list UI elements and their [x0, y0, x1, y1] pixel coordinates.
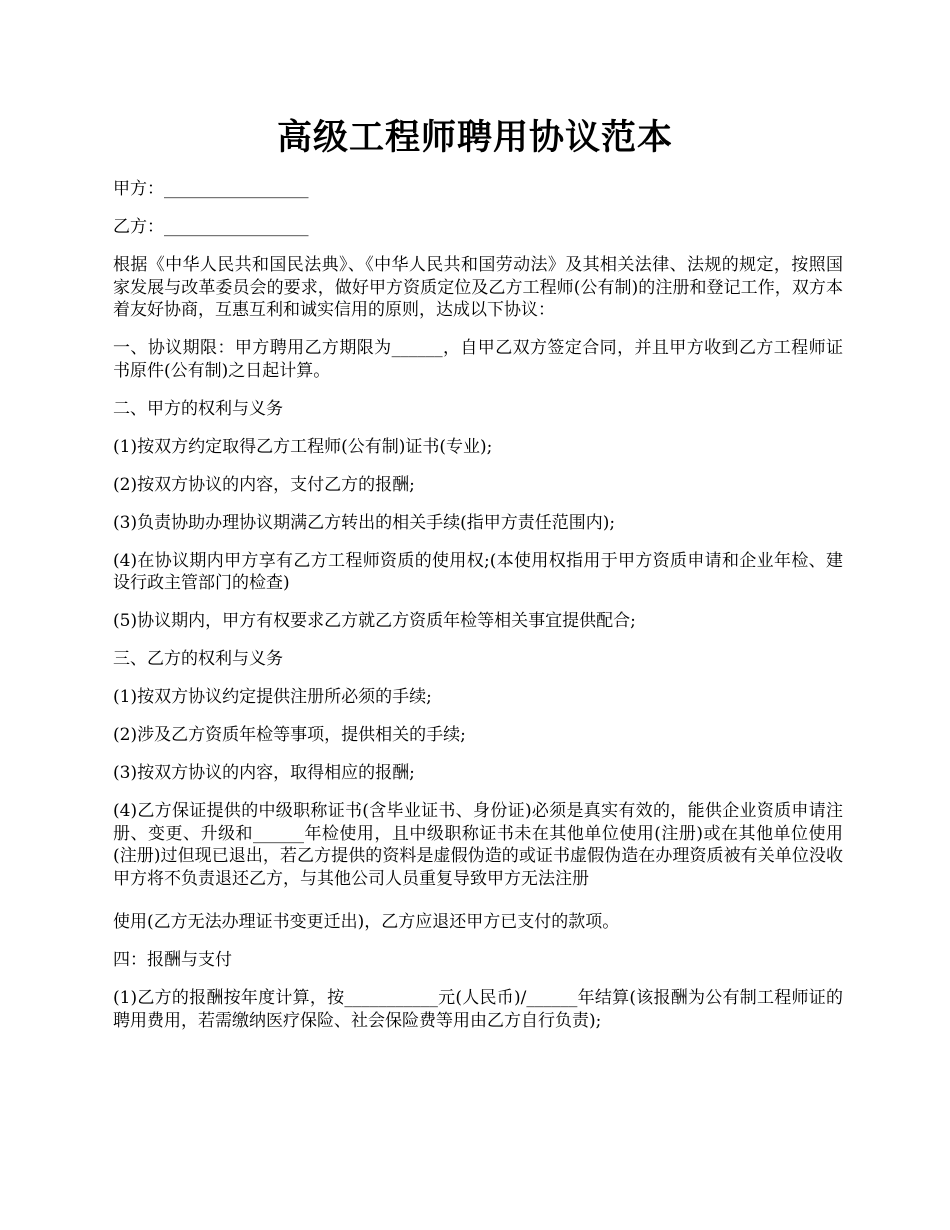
clause-term: 一、协议期限：甲方聘用乙方期限为______，自甲乙双方签定合同，并且甲方收到乙方工程师证书原件(公有制)之日起计算。 [113, 338, 843, 381]
party-b-item-2: (2)涉及乙方资质年检等事项，提供相关的手续; [113, 725, 466, 745]
party-b-item-1: (1)按双方协议约定提供注册所必须的手续; [113, 687, 432, 707]
party-b-item-4-continued: 使用(乙方无法办理证书变更迁出)，乙方应退还甲方已支付的款项。 [113, 912, 620, 932]
preamble-paragraph: 根据《中华人民共和国民法典》、《中华人民共和国劳动法》及其相关法律、法规的规定，按照国家发展与改革委员会的要求，做好甲方资质定位及乙方工程师(公有制)的注册和登记工作，双方本着友好协商，互惠互利和诚实信用的原则，达成以下协议： [113, 255, 843, 320]
party-a-item-1: (1)按双方约定取得乙方工程师(公有制)证书(专业); [113, 436, 493, 457]
section-heading-payment: 四：报酬与支付 [113, 950, 232, 970]
document-body [113, 178, 843, 1048]
party-a-item-3: (3)负责协助办理协议期满乙方转出的相关手续(指甲方责任范围内); [113, 512, 616, 533]
document-title: 高级工程师聘用协议范本 [276, 117, 673, 158]
party-a-item-5: (5)协议期内，甲方有权要求乙方就乙方资质年检等相关事宜提供配合; [113, 611, 636, 631]
section-heading-party-a: 二、甲方的权利与义务 [113, 398, 283, 419]
party-a-line: 甲方：_________________ [113, 179, 309, 199]
party-a-item-4: (4)在协议期内甲方享有乙方工程师资质的使用权;(本使用权指用于甲方资质申请和企业年检、建设行政主管部门的检查) [113, 550, 843, 593]
section-heading-party-b: 三、乙方的权利与义务 [113, 649, 283, 669]
party-a-item-2: (2)按双方协议的内容，支付乙方的报酬; [113, 474, 415, 495]
party-b-item-4: (4)乙方保证提供的中级职称证书(含毕业证书、身份证)必须是真实有效的，能供企业资质申请注册、变更、升级和______年检使用，且中级职称证书未在其他单位使用(注册)或在其他单位使用(注册)过但现已退出，若乙方提供的资料是虚假伪造的或证书虚假伪造在办理资质被有关单位没收甲方将不负责退还乙方，与其他公司人员重复导致甲方无法注册 [113, 801, 843, 889]
party-b-item-3: (3)按双方协议的内容，取得相应的报酬; [113, 763, 415, 783]
party-b-line: 乙方：_________________ [113, 217, 309, 237]
payment-item-1: (1)乙方的报酬按年度计算，按___________元(人民币)/______年结算(该报酬为公有制工程师证的聘用费用，若需缴纳医疗保险、社会保险费等用由乙方自行负责); [113, 988, 843, 1031]
